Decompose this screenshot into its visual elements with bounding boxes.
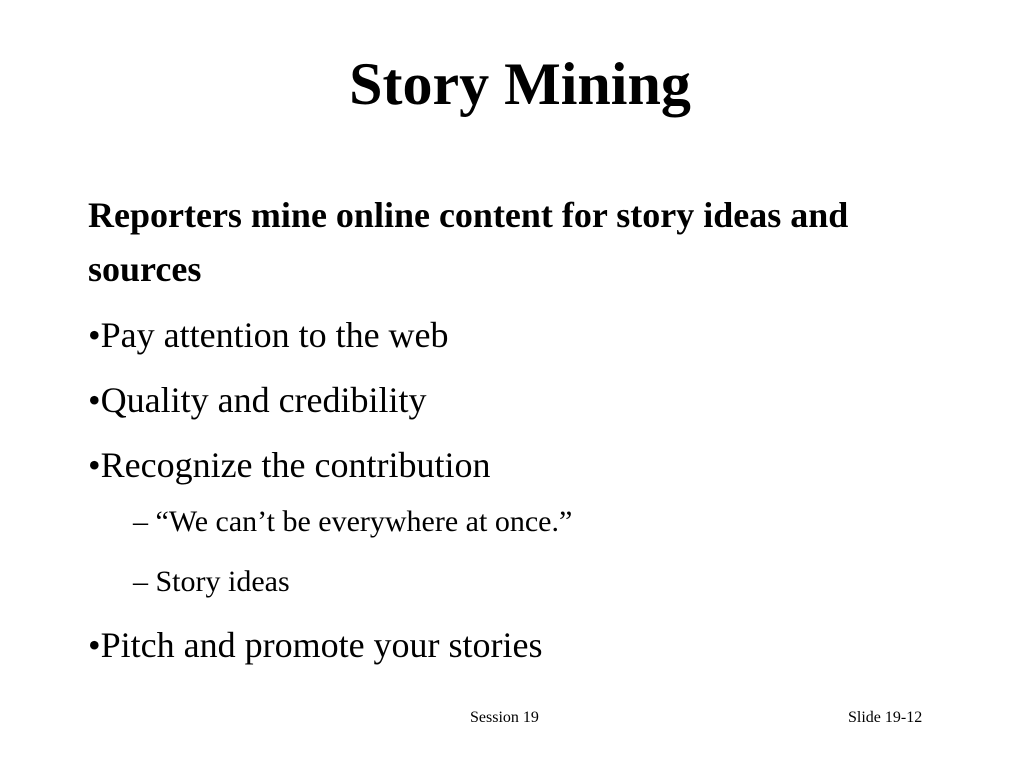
footer-session: Session 19 (470, 709, 539, 726)
slide-title: Story Mining (349, 51, 691, 117)
bullet-recognize-contribution: •Recognize the contribution (88, 445, 491, 485)
sub-bullet-story-ideas: – Story ideas (133, 565, 290, 598)
bullet-pitch-promote: •Pitch and promote your stories (88, 625, 543, 665)
footer-slide-number: Slide 19-12 (848, 709, 923, 726)
lead-statement: Reporters mine online content for story ideas and sources (88, 195, 849, 289)
sub-bullet-quote: – “We can’t be everywhere at once.” (133, 505, 573, 538)
bullet-quality-credibility: •Quality and credibility (88, 380, 427, 420)
bullet-pay-attention: •Pay attention to the web (88, 315, 449, 355)
